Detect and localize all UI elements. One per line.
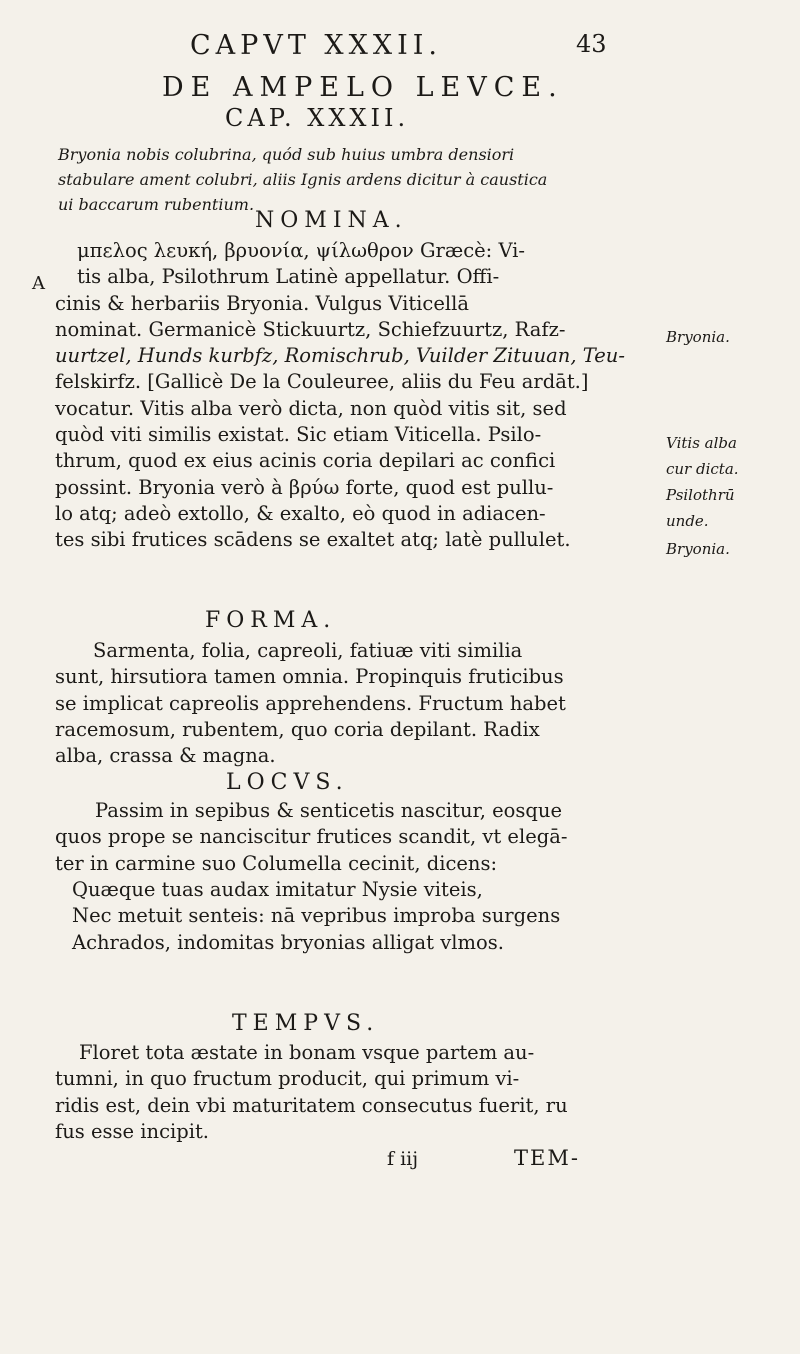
columella-verse — [72, 877, 632, 956]
verse-line: Nec metuit senteis: nā vepribus improba surgens — [72, 904, 561, 928]
running-head: CAPVT XXXII. — [190, 30, 442, 61]
marginal-note-unde: unde. — [666, 512, 709, 530]
text-line: racemosum, rubentem, quo coria depilant. Radix — [55, 717, 540, 741]
text-line: felskirfz. [Gallicè De la Couleuree, aliis du Feu ardāt.] — [55, 370, 589, 394]
motto-line: stabulare ament colubri, aliis Ignis ardens dicitur à caustica — [58, 170, 548, 189]
verse-line: Achrados, indomitas bryonias alligat vlmos. — [72, 930, 504, 954]
tempus-paragraph — [55, 1040, 635, 1145]
text-line: possint. Bryonia verò à βρύω forte, quod est pullu- — [55, 475, 554, 499]
text-line: tis alba, Psilothrum Latinè appellatur. Offi- — [77, 265, 500, 289]
text-line: ter in carmine suo Columella cecinit, dicens: — [55, 851, 498, 875]
text-line: fus esse incipit. — [55, 1119, 209, 1143]
marginal-note-bryonia: Bryonia. — [666, 328, 730, 346]
marginal-note-vitis-alba: Vitis alba — [666, 434, 737, 452]
motto-line: Bryonia nobis colubrina, quód sub huius umbra densiori — [58, 145, 515, 164]
marginal-letter: A — [32, 273, 45, 294]
marginal-note-bryonia-2: Bryonia. — [666, 540, 730, 558]
text-line: Passim in sepibus & senticetis nascitur, eosque — [95, 799, 562, 822]
text-line: μπελος λευκή, βρυονία, ψίλωθρον Græcè: Vi- — [77, 239, 526, 262]
chapter-motto — [58, 142, 618, 217]
marginal-note-cur-dicta: cur dicta. — [666, 460, 739, 478]
text-line: tes sibi frutices scādens se exaltet atq; latè pullulet. — [55, 528, 571, 552]
chapter-title: DE AMPELO LEVCE. — [162, 72, 564, 103]
verse-line: Quæque tuas audax imitatur Nysie viteis, — [72, 878, 483, 901]
text-line: se implicat capreolis apprehendens. Fructum habet — [55, 691, 566, 715]
text-line: quos prope se nanciscitur frutices scandit, vt elegā- — [55, 825, 568, 849]
text-line: Sarmenta, folia, capreoli, fatiuæ viti similia — [93, 639, 523, 662]
catchword: TEM- — [514, 1146, 580, 1170]
text-line: quòd viti similis existat. Sic etiam Viticella. Psilo- — [55, 423, 542, 447]
section-heading-tempus: TEMPVS. — [232, 1011, 380, 1036]
locus-paragraph — [55, 798, 635, 877]
forma-paragraph — [55, 638, 635, 769]
text-line: thrum, quod ex eius acinis coria depilari ac confici — [55, 449, 556, 473]
text-line: ridis est, dein vbi maturitatem consecutus fuerit, ru — [55, 1093, 568, 1117]
text-line: cinis & herbariis Bryonia. Vulgus Viticellā — [55, 291, 469, 315]
motto-line: ui baccarum rubentium. — [58, 195, 255, 214]
page-number: 43 — [576, 30, 607, 58]
chapter-number: CAP. XXXII. — [225, 104, 410, 132]
text-line: sunt, hirsutiora tamen omnia. Propinquis fruticibus — [55, 665, 564, 689]
signature-mark: f iij — [387, 1148, 419, 1170]
section-heading-locus: LOCVS. — [226, 770, 349, 795]
text-line: vocatur. Vitis alba verò dicta, non quòd vitis sit, sed — [55, 396, 567, 420]
text-line: nominat. Germanicè Stickuurtz, Schiefzuurtz, Rafz- — [55, 317, 566, 341]
section-heading-nomina: NOMINA. — [255, 208, 408, 233]
text-line: lo atq; adeò extollo, & exalto, eò quod in adiacen- — [55, 501, 546, 525]
text-line: alba, crassa & magna. — [55, 744, 276, 768]
text-line: tumni, in quo fructum producit, qui primum vi- — [55, 1067, 520, 1091]
text-line: Floret tota æstate in bonam vsque partem au- — [79, 1041, 535, 1064]
section-heading-forma: FORMA. — [205, 608, 337, 633]
marginal-note-psilothrum: Psilothrū — [666, 486, 735, 504]
nomina-paragraph — [55, 238, 635, 554]
text-line: uurtzel, Hunds kurbfz, Romischrub, Vuilder Zituuan, Teu- — [55, 344, 625, 368]
